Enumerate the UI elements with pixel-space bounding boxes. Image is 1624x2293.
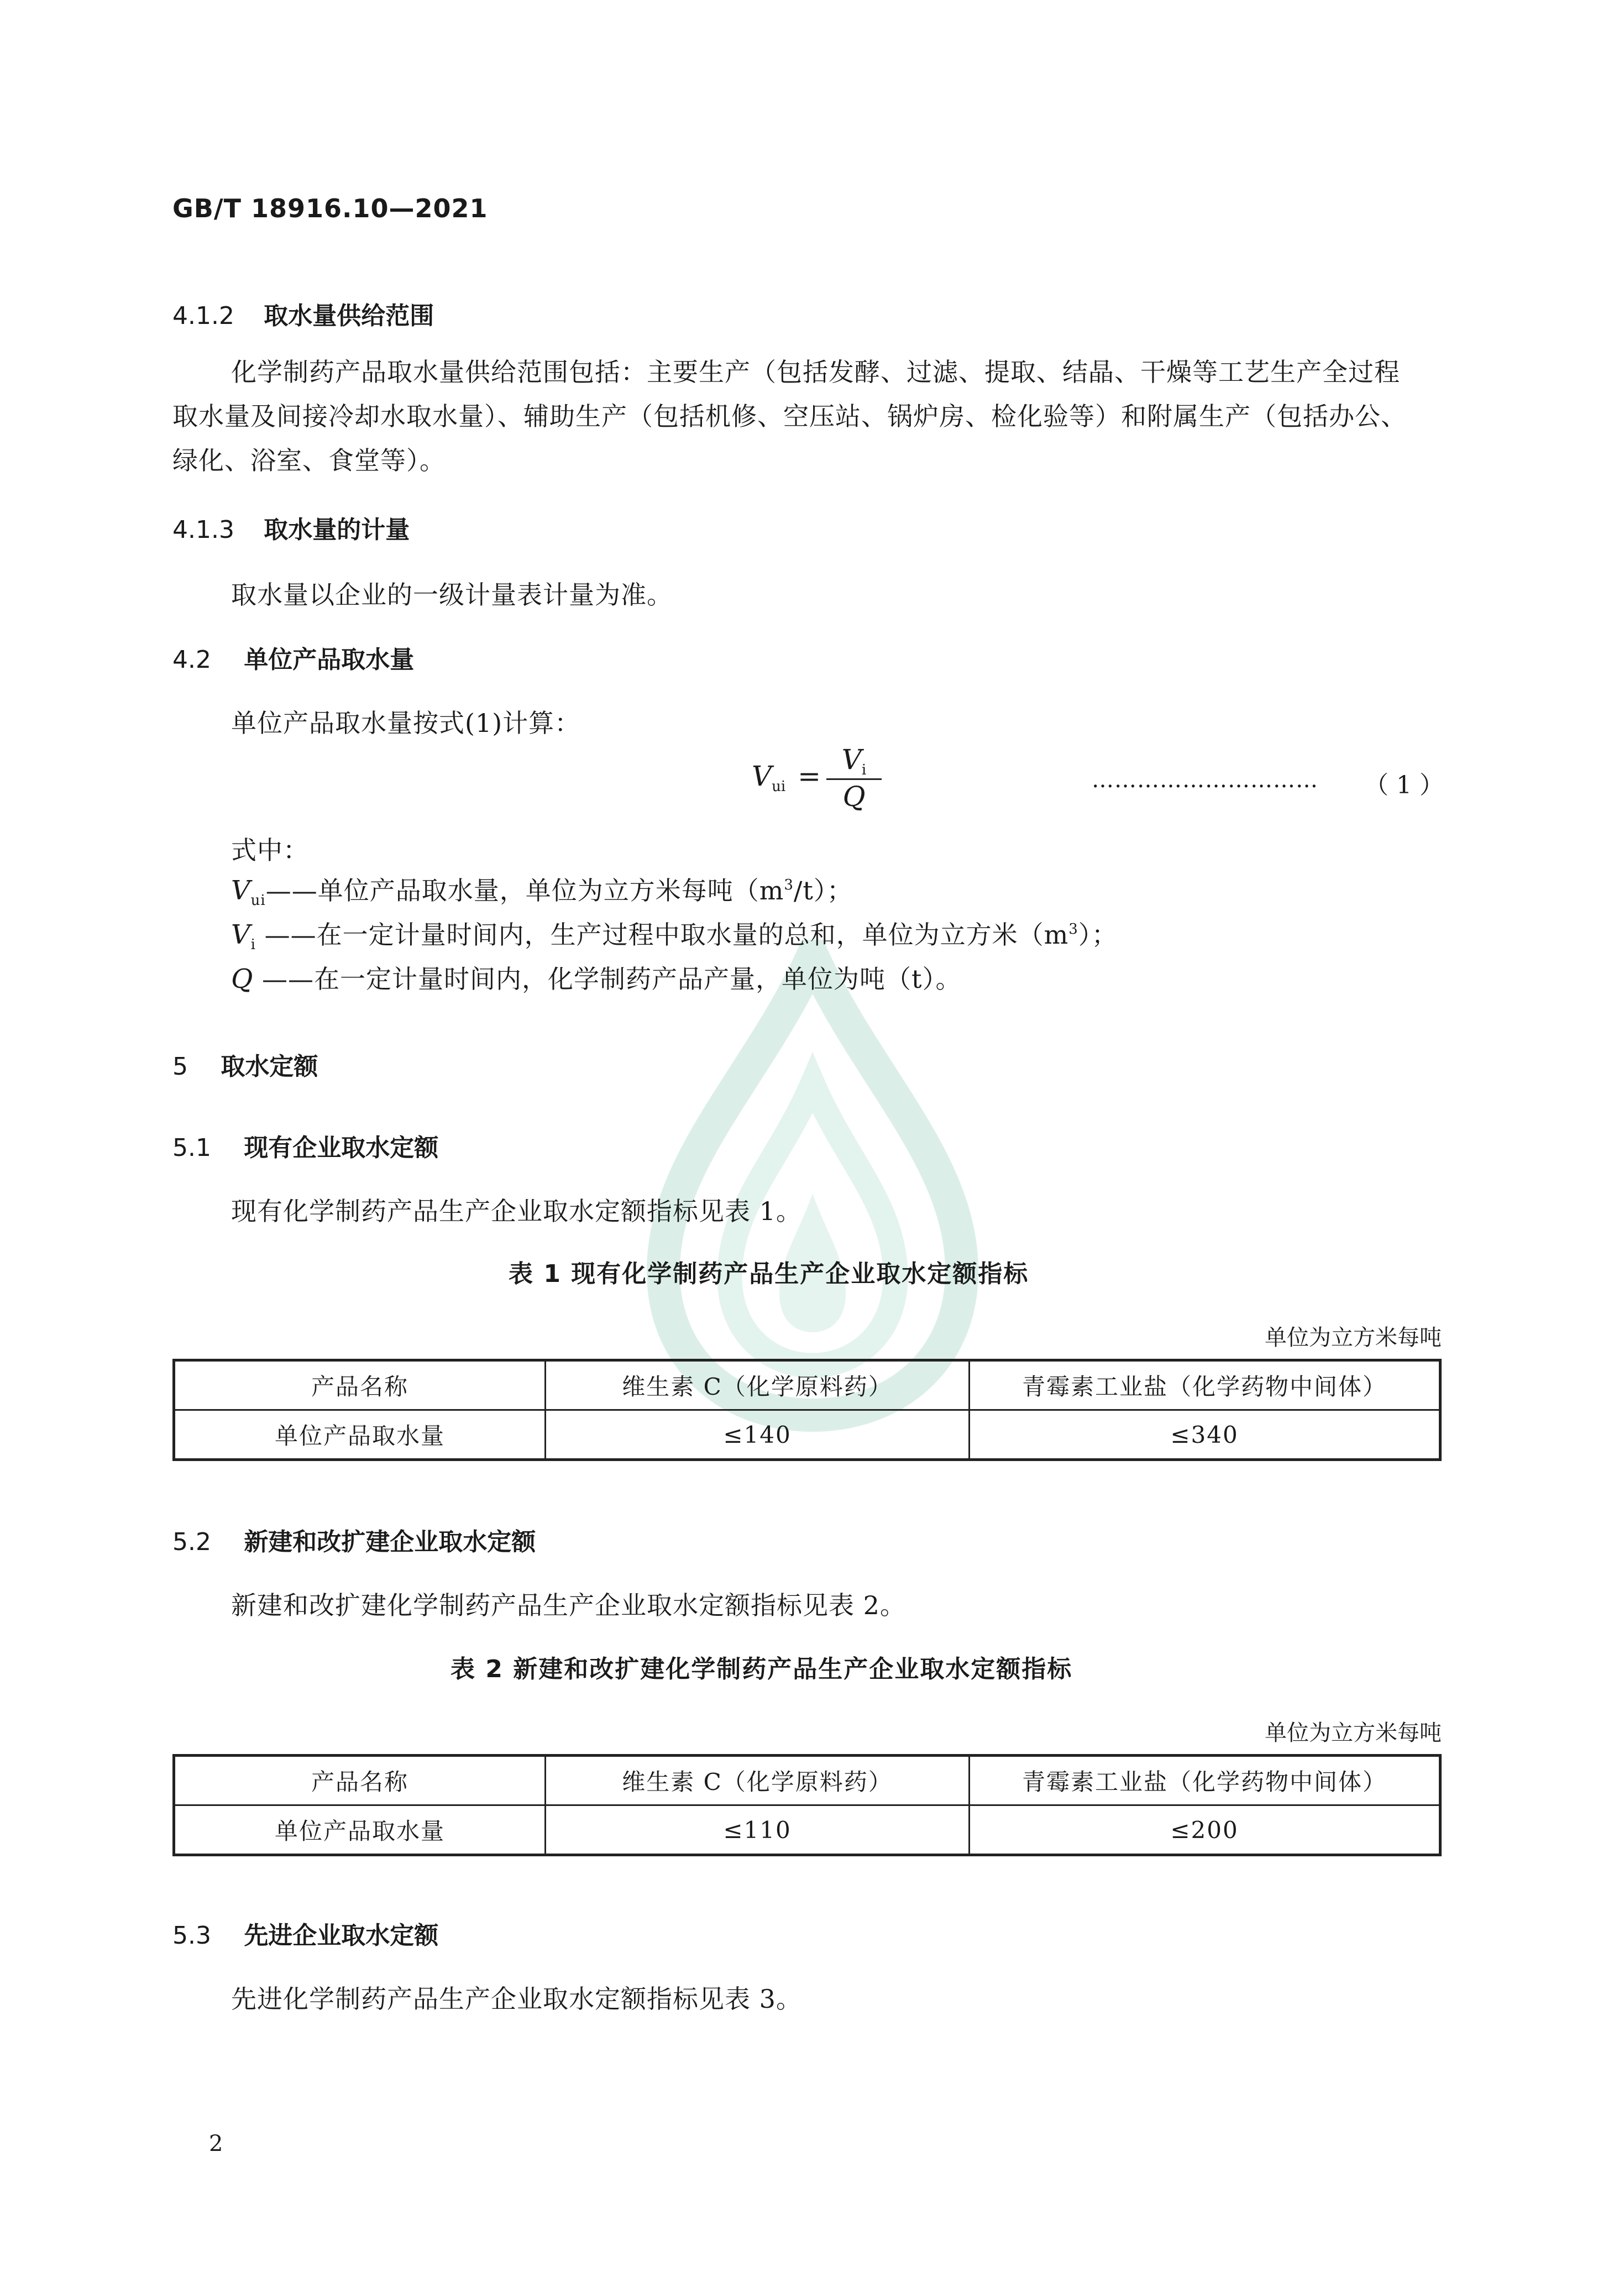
table-unit: 单位为立方米每吨 bbox=[1265, 1325, 1442, 1350]
superscript: 3 bbox=[784, 877, 794, 893]
table-header-row bbox=[174, 1360, 1440, 1410]
section-number: 4.1.2 bbox=[172, 302, 234, 330]
variable-definition bbox=[231, 959, 961, 996]
table-cell: 单位产品取水量 bbox=[174, 1805, 546, 1855]
section-number: 4.1.3 bbox=[172, 516, 234, 544]
section-number: 5.3 bbox=[172, 1922, 211, 1950]
symbol: V bbox=[231, 919, 251, 950]
formula-leader-dots: ………………………… bbox=[1092, 767, 1318, 793]
table-header-cell: 青霉素工业盐（化学药物中间体） bbox=[970, 1756, 1440, 1805]
quota-table-2 bbox=[172, 1754, 1442, 1856]
paragraph-line: 取水量及间接冷却水取水量）、辅助生产（包括机修、空压站、锅炉房、检化验等）和附属生产（包括办公、 bbox=[172, 401, 1407, 431]
equals-sign: = bbox=[798, 760, 821, 792]
table-caption: 表 2 新建和改扩建化学制药产品生产企业取水定额指标 bbox=[450, 1655, 1073, 1683]
table-cell: ≤200 bbox=[970, 1805, 1440, 1855]
paragraph: 取水量以企业的一级计量表计量为准。 bbox=[231, 580, 673, 610]
section-heading-5-3 bbox=[172, 1915, 438, 1951]
page-number: 2 bbox=[209, 2131, 223, 2156]
section-heading-5-1 bbox=[172, 1128, 438, 1163]
section-heading-4-1-3 bbox=[172, 510, 410, 545]
formula-number: （ 1 ） bbox=[1364, 771, 1444, 799]
table-row bbox=[174, 1410, 1440, 1460]
superscript: 3 bbox=[1068, 921, 1078, 938]
symbol-v: V bbox=[841, 744, 862, 776]
standard-number: GB/T 18916.10—2021 bbox=[172, 193, 488, 223]
quota-table-1 bbox=[172, 1359, 1442, 1461]
section-title: 取水量供给范围 bbox=[264, 302, 434, 330]
section-heading-5-2 bbox=[172, 1522, 536, 1557]
paragraph-line: 化学制药产品取水量供给范围包括：主要生产（包括发酵、过滤、提取、结晶、干燥等工艺生产全过程 bbox=[231, 357, 1400, 387]
section-title: 取水量的计量 bbox=[264, 516, 410, 544]
variable-definition bbox=[231, 915, 1118, 953]
definition-text: ——单位产品取水量，单位为立方米每吨（m bbox=[265, 876, 784, 905]
table-caption: 表 1 现有化学制药产品生产企业取水定额指标 bbox=[509, 1260, 1029, 1288]
subscript: i bbox=[861, 762, 867, 778]
section-title: 先进企业取水定额 bbox=[244, 1922, 439, 1950]
section-number: 5.2 bbox=[172, 1528, 211, 1556]
table-header-cell: 青霉素工业盐（化学药物中间体） bbox=[970, 1360, 1440, 1410]
subscript: ui bbox=[772, 778, 786, 795]
subscript: i bbox=[250, 936, 256, 953]
section-number: 5.1 bbox=[172, 1134, 211, 1162]
formula-denominator: Q bbox=[842, 781, 866, 813]
section-number: 4.2 bbox=[172, 646, 211, 674]
symbol: V bbox=[231, 875, 251, 906]
definition-text: ——在一定计量时间内，化学制药产品产量，单位为吨（t）。 bbox=[253, 964, 962, 994]
table-header-cell: 维生素 C（化学原料药） bbox=[546, 1756, 970, 1805]
table-unit: 单位为立方米每吨 bbox=[1265, 1720, 1442, 1746]
paragraph-line: 绿化、浴室、食堂等）。 bbox=[172, 446, 446, 475]
table-header-row bbox=[174, 1756, 1440, 1805]
where-label: 式中： bbox=[231, 835, 309, 865]
paragraph: 现有化学制药产品生产企业取水定额指标见表 1。 bbox=[231, 1196, 802, 1226]
table-cell: ≤340 bbox=[970, 1410, 1440, 1460]
variable-definition bbox=[231, 871, 853, 909]
section-title: 新建和改扩建企业取水定额 bbox=[244, 1528, 536, 1556]
table-header-cell: 产品名称 bbox=[174, 1360, 546, 1410]
table-cell: ≤140 bbox=[546, 1410, 970, 1460]
definition-text: ——在一定计量时间内，生产过程中取水量的总和，单位为立方米（m bbox=[256, 920, 1069, 950]
section-heading-4-1-2 bbox=[172, 296, 434, 331]
symbol-v: V bbox=[752, 760, 772, 792]
symbol: Q bbox=[231, 964, 254, 994]
formula-lhs bbox=[752, 760, 821, 795]
section-title: 单位产品取水量 bbox=[244, 646, 415, 674]
section-title: 取水定额 bbox=[221, 1053, 318, 1081]
fraction-bar bbox=[826, 778, 882, 780]
paragraph: 先进化学制药产品生产企业取水定额指标见表 3。 bbox=[231, 1984, 802, 2014]
section-heading-4-2 bbox=[172, 640, 414, 675]
section-title: 现有企业取水定额 bbox=[244, 1134, 439, 1162]
paragraph: 新建和改扩建化学制药产品生产企业取水定额指标见表 2。 bbox=[231, 1590, 906, 1620]
definition-tail: /t）； bbox=[793, 876, 853, 905]
subscript: ui bbox=[250, 892, 266, 909]
formula-intro: 单位产品取水量按式(1)计算： bbox=[231, 708, 581, 738]
section-heading-5 bbox=[172, 1046, 318, 1082]
section-number: 5 bbox=[172, 1053, 188, 1081]
table-cell: ≤110 bbox=[546, 1805, 970, 1855]
definition-tail: ）； bbox=[1078, 920, 1118, 950]
table-cell: 单位产品取水量 bbox=[174, 1410, 546, 1460]
formula-numerator bbox=[826, 744, 882, 778]
table-header-cell: 维生素 C（化学原料药） bbox=[546, 1360, 970, 1410]
table-header-cell: 产品名称 bbox=[174, 1756, 546, 1805]
table-row bbox=[174, 1805, 1440, 1855]
